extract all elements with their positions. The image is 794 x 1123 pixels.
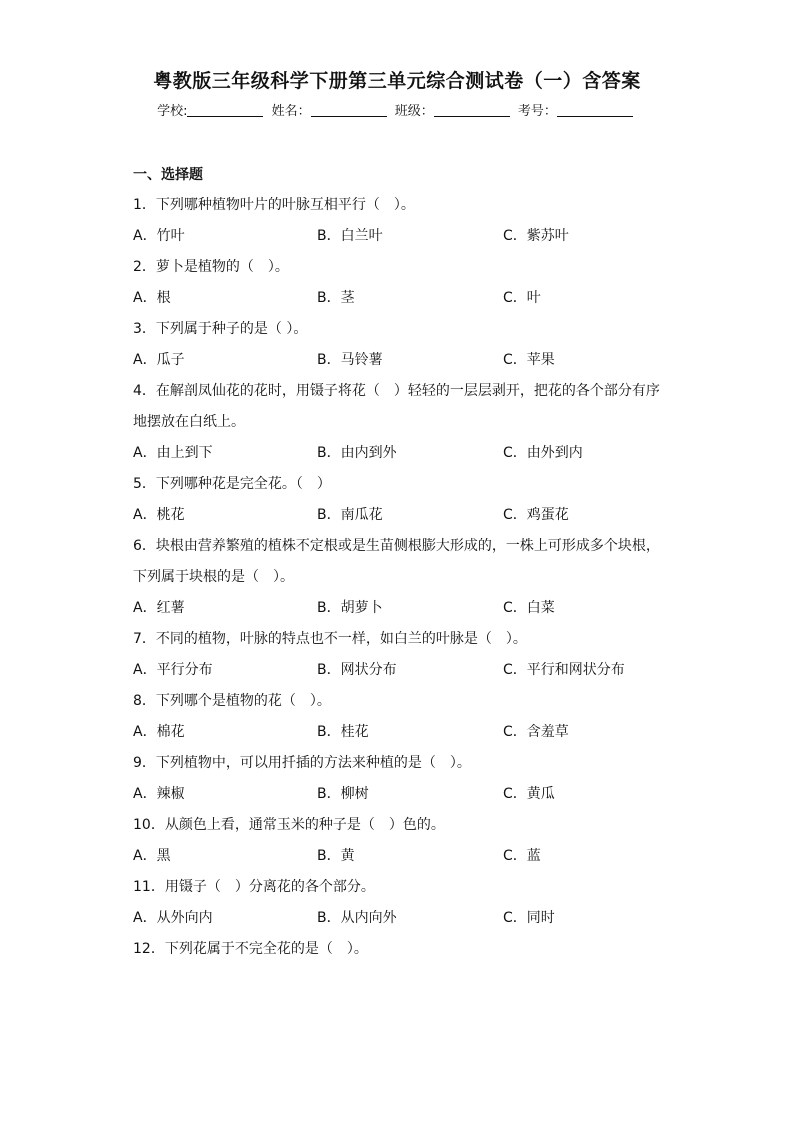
question-item <box>133 810 673 872</box>
exam-no-blank[interactable] <box>557 102 633 117</box>
name-label: 姓名： <box>271 104 311 119</box>
option-a: A．由上到下 <box>133 445 213 461</box>
class-field <box>395 102 510 122</box>
option-row <box>133 345 673 376</box>
option-b: B．白兰叶 <box>317 228 383 244</box>
option-a: A．棉花 <box>133 724 185 740</box>
option-b: B．黄 <box>317 848 355 864</box>
option-c: C．叶 <box>503 290 541 306</box>
question-item <box>133 314 673 376</box>
option-c: C．蓝 <box>503 848 541 864</box>
school-blank[interactable] <box>187 102 263 117</box>
question-list <box>133 190 673 965</box>
option-a: A．竹叶 <box>133 228 185 244</box>
student-info-row <box>0 102 794 122</box>
option-b: B．胡萝卜 <box>317 600 383 616</box>
option-row <box>133 717 673 748</box>
option-row <box>133 903 673 934</box>
option-c: C．黄瓜 <box>503 786 555 802</box>
option-b: B．柳树 <box>317 786 369 802</box>
class-blank[interactable] <box>434 102 510 117</box>
question-stem: 10．从颜色上看，通常玉米的种子是（ ）色的。 <box>133 817 445 833</box>
option-c: C．苹果 <box>503 352 555 368</box>
question-item <box>133 252 673 314</box>
question-stem: 12．下列花属于不完全花的是（ ）。 <box>133 941 368 957</box>
question-stem: 1．下列哪种植物叶片的叶脉互相平行（ ）。 <box>133 197 415 213</box>
question-stem: 11．用镊子（ ）分离花的各个部分。 <box>133 879 375 895</box>
option-row <box>133 779 673 810</box>
question-stem: 8．下列哪个是植物的花（ ）。 <box>133 693 331 709</box>
question-item <box>133 934 673 965</box>
question-stem: 7．不同的植物，叶脉的特点也不一样，如白兰的叶脉是（ ）。 <box>133 631 527 647</box>
question-stem: 2．萝卜是植物的（ ）。 <box>133 259 289 275</box>
exam-no-label: 考号： <box>517 104 557 119</box>
question-item <box>133 469 673 531</box>
question-stem: 5．下列哪种花是完全花。（ ） <box>133 476 331 492</box>
option-a: A．瓜子 <box>133 352 185 368</box>
name-field <box>272 102 387 122</box>
question-item <box>133 872 673 934</box>
school-label: 学校: <box>157 104 188 119</box>
question-item <box>133 686 673 748</box>
option-a: A．根 <box>133 290 171 306</box>
question-stem: 6．块根由营养繁殖的植株不定根或是生苗侧根膨大形成的，一株上可形成多个块根，下列属于块根的是（ ）。 <box>133 538 660 585</box>
question-stem: 4．在解剖凤仙花的花时，用镊子将花（ ）轻轻的一层层剥开，把花的各个部分有序地摆放在白纸上。 <box>133 383 660 430</box>
option-a: A．从外向内 <box>133 910 213 926</box>
option-row <box>133 841 673 872</box>
option-a: A．平行分布 <box>133 662 213 678</box>
option-b: B．马铃薯 <box>317 352 383 368</box>
option-c: C．鸡蛋花 <box>503 507 569 523</box>
option-c: C．白菜 <box>503 600 555 616</box>
section-heading: 一、选择题 <box>133 167 203 183</box>
question-item <box>133 748 673 810</box>
question-item <box>133 376 673 469</box>
option-row <box>133 655 673 686</box>
option-a: A．桃花 <box>133 507 185 523</box>
option-a: A．辣椒 <box>133 786 185 802</box>
exam-no-field <box>518 102 633 122</box>
page-title: 粤教版三年级科学下册第三单元综合测试卷（一）含答案 <box>153 70 641 92</box>
option-c: C．由外到内 <box>503 445 583 461</box>
option-row <box>133 283 673 314</box>
option-b: B．由内到外 <box>317 445 397 461</box>
question-stem: 3．下列属于种子的是（ ）。 <box>133 321 308 337</box>
question-item <box>133 190 673 252</box>
option-row <box>133 500 673 531</box>
option-a: A．黑 <box>133 848 171 864</box>
option-b: B．桂花 <box>317 724 369 740</box>
class-label: 班级： <box>394 104 434 119</box>
option-b: B．茎 <box>317 290 355 306</box>
option-b: B．南瓜花 <box>317 507 383 523</box>
option-c: C．平行和网状分布 <box>503 662 625 678</box>
question-item <box>133 624 673 686</box>
option-c: C．紫苏叶 <box>503 228 569 244</box>
option-row <box>133 438 673 469</box>
question-stem: 9．下列植物中，可以用扦插的方法来种植的是（ ）。 <box>133 755 471 771</box>
school-field <box>157 102 263 122</box>
name-blank[interactable] <box>311 102 387 117</box>
question-item <box>133 531 673 624</box>
option-b: B．网状分布 <box>317 662 397 678</box>
option-b: B．从内向外 <box>317 910 397 926</box>
option-row <box>133 221 673 252</box>
option-a: A．红薯 <box>133 600 185 616</box>
option-c: C．含羞草 <box>503 724 569 740</box>
option-c: C．同时 <box>503 910 555 926</box>
option-row <box>133 593 673 624</box>
